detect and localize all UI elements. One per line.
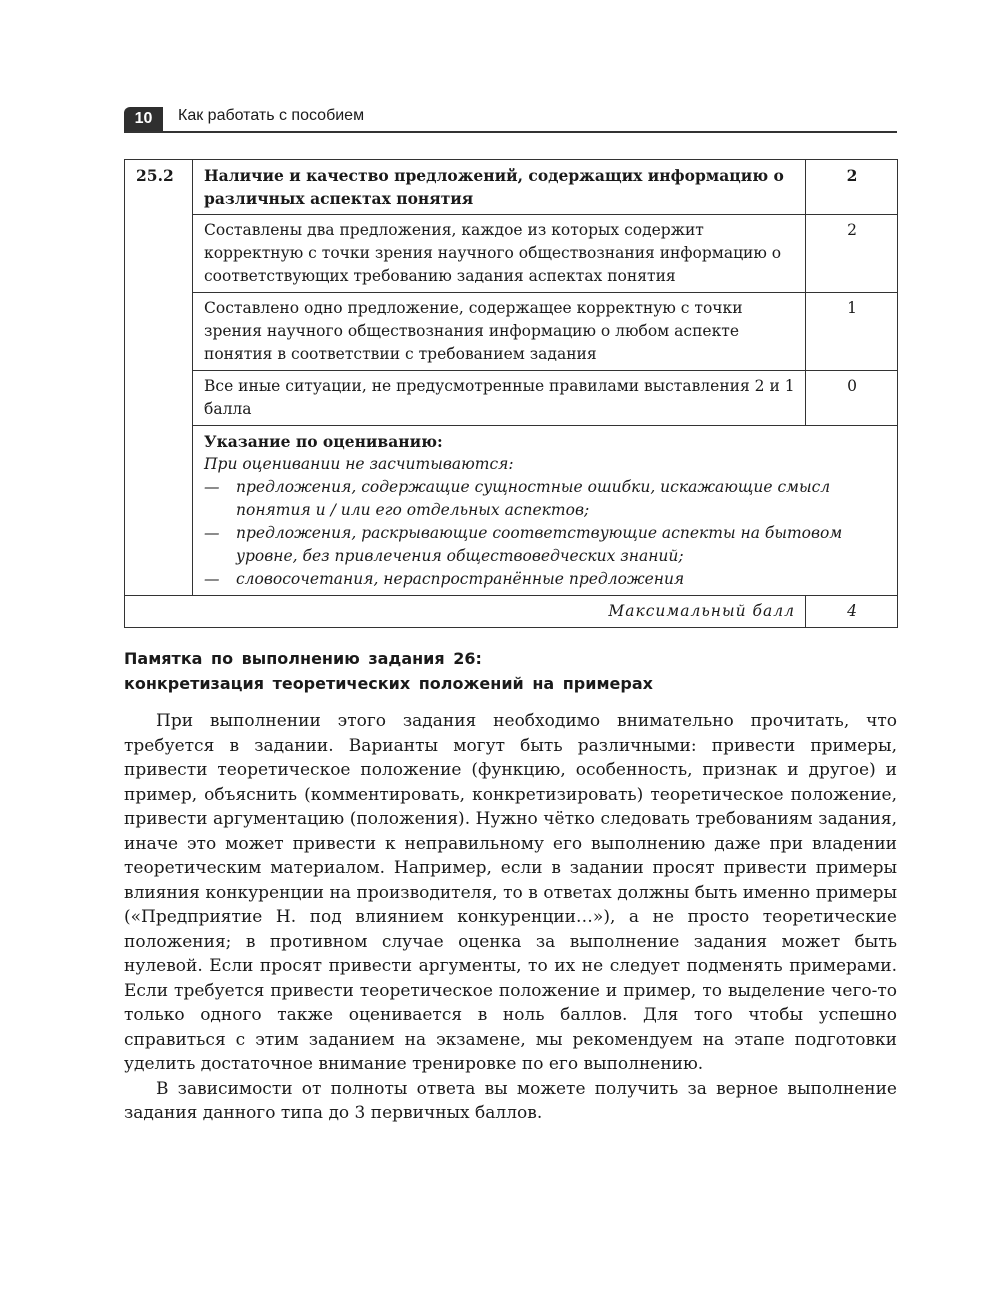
guidance-item-text: предложения, раскрывающие соответствующие аспекты на бытовом уровне, без привлечения обществоведческих знаний;: [236, 524, 843, 565]
table-row: [125, 371, 898, 426]
paragraph: В зависимости от полноты ответа вы можете получить за верное выполнение задания данного типа до 3 первичных баллов.: [124, 1078, 897, 1123]
criteria-table: [124, 159, 898, 628]
memo-heading-line1: Памятка по выполнению задания 26:: [124, 649, 482, 668]
guidance-item: [204, 476, 887, 522]
dash-marker: —: [204, 478, 220, 496]
guidance-item: [204, 522, 887, 568]
guidance-row: [125, 426, 898, 596]
page-number: 10: [124, 107, 163, 131]
body-text: [124, 709, 897, 1126]
memo-heading-line2: конкретизация теоретических положений на примерах: [124, 674, 653, 693]
row-score: 0: [806, 371, 898, 426]
row-score: 1: [806, 293, 898, 371]
guidance-item-text: предложения, содержащие сущностные ошибки, искажающие смысл понятия и / или его отдельных аспектов;: [236, 478, 831, 519]
guidance-cell: [193, 426, 898, 596]
guidance-item-text: словосочетания, нераспространённые предложения: [236, 570, 685, 588]
row-score: 2: [806, 215, 898, 293]
item-number: 25.2: [125, 160, 193, 596]
guidance-intro: При оценивании не засчитываются:: [204, 455, 514, 473]
memo-heading: [124, 646, 904, 696]
row-text: Составлено одно предложение, содержащее корректную с точки зрения научного обществознания информацию о любом аспекте понятия в соответствии с требованием задания: [193, 293, 806, 371]
page-header: [124, 104, 897, 133]
criterion-score: 2: [806, 160, 898, 215]
max-score-row: [125, 596, 898, 628]
dash-marker: —: [204, 524, 220, 542]
table-row: [125, 293, 898, 371]
max-score-value: 4: [806, 596, 898, 628]
table-row: [125, 215, 898, 293]
row-text: Все иные ситуации, не предусмотренные правилами выставления 2 и 1 балла: [193, 371, 806, 426]
paragraph: При выполнении этого задания необходимо внимательно прочитать, что требуется в задании. Варианты могут быть различными: привести примеры, привести теоретическое положение (функцию, особенность, признак и другое) и пример, объяснить (комментировать, конкретизировать) теоретическое положение, привести аргументацию (положения). Нужно чётко следовать требованиям задания, иначе это может привести к неправильному его выполнению даже при владении теоретическим материалом. Например, если в задании просят привести примеры влияния конкуренции на производителя, то в ответах должны быть именно примеры («Предприятие Н. под влиянием конкуренции…»), а не просто теоретические положения; в противном случае оценка за выполнение задания может быть нулевой. Если просят привести аргументы, то их не следует подменять примерами. Если требуется привести теоретическое положение и пример, то выделение чего-то только одного также оценивается в ноль баллов. Для того чтобы успешно справиться с этим заданием на экзамене, мы рекомендуем на этапе подготовки уделить достаточное внимание тренировке по его выполнению.: [124, 711, 897, 1074]
guidance-title: Указание по оцениванию:: [204, 432, 443, 451]
row-text: Составлены два предложения, каждое из которых содержит корректную с точки зрения научного обществознания информацию о соответствующих требованию задания аспектах понятия: [193, 215, 806, 293]
criterion-row: [125, 160, 898, 215]
guidance-item: [204, 568, 887, 591]
max-score-label: Максимальный балл: [125, 596, 806, 628]
dash-marker: —: [204, 570, 220, 588]
criterion-title: Наличие и качество предложений, содержащих информацию о различных аспектах понятия: [193, 160, 806, 215]
running-title: Как работать с пособием: [178, 107, 365, 124]
